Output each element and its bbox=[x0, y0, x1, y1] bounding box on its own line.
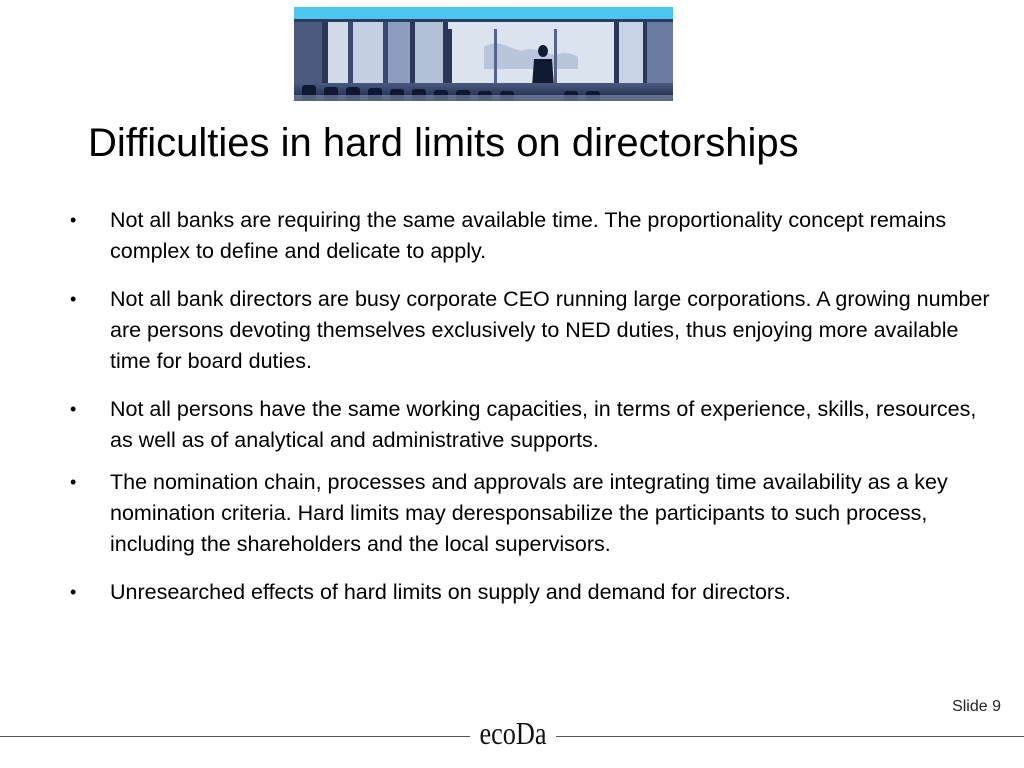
ecoda-logo bbox=[470, 712, 556, 752]
footer-divider-right bbox=[556, 736, 1024, 737]
bullet-item bbox=[62, 394, 1002, 456]
bullet-text: The nomination chain, processes and approvals are integrating time availability as a key nomination criteria. Hard limits may deresponsabilize the participants to such process, including the shareholders and the local supervisors. bbox=[110, 470, 948, 556]
bullet-item bbox=[62, 205, 1002, 267]
bullet-item bbox=[62, 284, 1002, 377]
bullet-text: Not all banks are requiring the same available time. The proportionality concept remains complex to define and delicate to apply. bbox=[110, 208, 947, 263]
logo-text: ecoDa bbox=[479, 716, 547, 752]
bullet-marker: • bbox=[70, 289, 77, 309]
footer-divider-left bbox=[0, 736, 470, 737]
bullet-list bbox=[62, 205, 1002, 608]
bullet-marker: • bbox=[70, 210, 77, 230]
bullet-text: Not all bank directors are busy corporate CEO running large corporations. A growing number are persons devoting themselves exclusively to NED duties, thus enjoying more available time for board duties. bbox=[110, 287, 990, 373]
slide-number: Slide 9 bbox=[952, 698, 1001, 715]
bullet-marker: • bbox=[70, 472, 77, 492]
header-banner-image bbox=[294, 7, 673, 101]
bullet-text: Unresearched effects of hard limits on supply and demand for directors. bbox=[110, 580, 791, 604]
bullet-item bbox=[62, 577, 1002, 608]
bullet-text: Not all persons have the same working capacities, in terms of experience, skills, resources, as well as of analytical and administrative supports. bbox=[110, 397, 977, 452]
bullet-marker: • bbox=[70, 582, 77, 602]
slide-title: Difficulties in hard limits on directorships bbox=[88, 121, 799, 165]
bullet-marker: • bbox=[70, 399, 77, 419]
bullet-item bbox=[62, 467, 1002, 560]
